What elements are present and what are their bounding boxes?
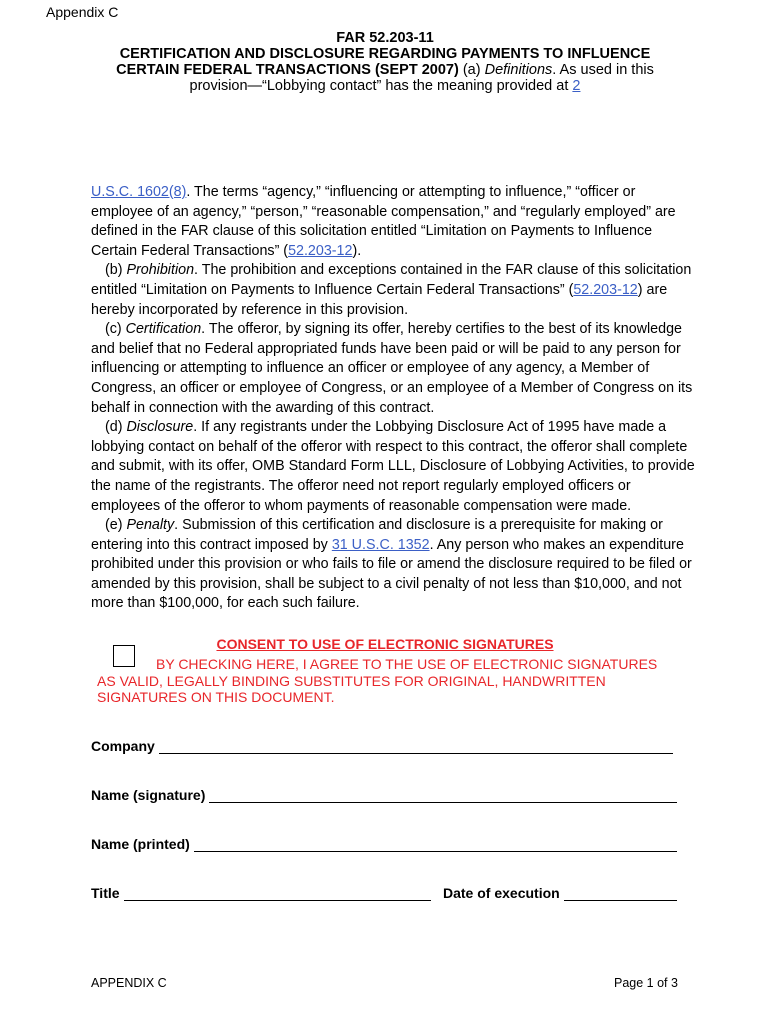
clause-title-continued — [0, 62, 770, 78]
title-label: Title — [91, 885, 120, 901]
body-line: Certain Federal Transactions” ( — [91, 242, 289, 259]
body-line: influencing or attempting to influence an officer or employee of any agency, a Member of — [91, 360, 650, 377]
section-e-title: Penalty — [126, 517, 175, 534]
section-c — [91, 320, 691, 340]
definitions-line — [0, 78, 770, 94]
provision-body — [91, 183, 695, 614]
consent-text — [97, 656, 657, 706]
body-line: prohibited under this provision or who fails to file or amend the disclosure required to be filed or — [91, 556, 692, 573]
body-line: entering into this contract imposed by — [91, 536, 328, 553]
usc-title-link[interactable]: 2 — [572, 78, 581, 94]
printed-name-label: Name (printed) — [91, 836, 190, 852]
body-line: the name of the registrants. The offeror need not report regularly employed officers or — [91, 477, 631, 494]
body-line: . The offeror, by signing its offer, hereby certifies to the best of its knowledge — [201, 321, 682, 338]
date-input[interactable] — [564, 886, 677, 901]
body-line: amended by this provision, shall be subject to a civil penalty of not less than $10,000, and not — [91, 575, 682, 592]
usc-1602-link[interactable]: U.S.C. 1602(8) — [91, 184, 187, 200]
consent-line: BY CHECKING HERE, I AGREE TO THE USE OF ELECTRONIC SIGNATURES — [156, 656, 658, 672]
date-field — [443, 885, 677, 901]
signature-input[interactable] — [209, 788, 677, 803]
section-c-label: (c) — [105, 321, 122, 338]
title-input[interactable] — [124, 886, 431, 901]
body-line: ) are — [637, 281, 668, 298]
section-e-label: (e) — [105, 517, 123, 534]
body-line: . Any person who makes an expenditure — [429, 536, 684, 553]
definitions-text: provision—“Lobbying contact” has the meaning provided at — [189, 78, 569, 94]
section-d-label: (d) — [105, 419, 123, 436]
signature-field — [91, 787, 677, 803]
consent-title: CONSENT TO USE OF ELECTRONIC SIGNATURES — [216, 636, 554, 652]
body-line: employee of an agency,” “person,” “reasonable compensation,” and “regularly employed” are — [91, 203, 676, 220]
body-line: and submit, with its offer, OMB Standard Form LLL, Disclosure of Lobbying Activities, to provide — [91, 458, 695, 475]
body-line: behalf in connection with the awarding of this contract. — [91, 399, 435, 416]
signature-label: Name (signature) — [91, 787, 206, 803]
usc-1352-link[interactable]: 31 U.S.C. 1352 — [331, 536, 430, 553]
body-line: hereby incorporated by reference in this provision. — [91, 301, 409, 318]
section-c-title: Certification — [125, 321, 202, 338]
body-line: . The prohibition and exceptions contained in the FAR clause of this solicitation — [194, 262, 692, 279]
section-e — [91, 516, 691, 536]
section-d — [91, 418, 691, 438]
consent-line: AS VALID, LEGALLY BINDING SUBSTITUTES FOR ORIGINAL, HANDWRITTEN — [97, 672, 606, 689]
date-label: Date of execution — [443, 885, 560, 901]
company-input[interactable] — [159, 739, 673, 754]
body-line: . The terms “agency,” “influencing or attempting to influence,” “officer or — [186, 184, 636, 200]
clause-title: CERTIFICATION AND DISCLOSURE REGARDING PAYMENTS TO INFLUENCE — [119, 46, 651, 62]
section-a-title: Definitions — [484, 62, 553, 78]
section-a-lead: . As used in this — [552, 62, 654, 78]
far-52-203-12-link[interactable]: 52.203-12 — [288, 242, 353, 259]
clause-title-tail: CERTAIN FEDERAL TRANSACTIONS (SEPT 2007) — [116, 62, 459, 78]
far-52-203-12-link-2[interactable]: 52.203-12 — [573, 281, 638, 298]
body-line: ). — [352, 242, 362, 259]
section-b — [91, 261, 691, 281]
body-line: employees of the offeror to whom payments of reasonable compensation were made. — [91, 497, 632, 514]
body-line: and belief that no Federal appropriated funds have been paid or will be paid to any person for — [91, 340, 681, 357]
body-line: lobbying contact on behalf of the offeror with respect to this contract, the offeror shall complete — [91, 438, 688, 455]
company-field — [91, 738, 673, 754]
body-line: more than $100,000, for each such failure. — [91, 595, 360, 612]
section-b-title: Prohibition — [126, 262, 195, 279]
section-a-label: (a) — [462, 62, 481, 78]
body-line: . If any registrants under the Lobbying Disclosure Act of 1995 have made a — [193, 419, 667, 436]
company-label: Company — [91, 738, 155, 754]
printed-name-field — [91, 836, 677, 852]
consent-line: SIGNATURES ON THIS DOCUMENT. — [97, 689, 335, 705]
header-tag: Appendix C — [46, 4, 119, 20]
body-line: . Submission of this certification and disclosure is a prerequisite for making or — [174, 517, 663, 534]
body-line: entitled “Limitation on Payments to Influence Certain Federal Transactions” ( — [91, 281, 574, 298]
title-field — [91, 885, 431, 901]
body-line: Congress, an officer or employee of Congress, or an employee of a Member of Congress on its — [91, 379, 693, 396]
section-b-label: (b) — [105, 262, 123, 279]
clause-number: FAR 52.203-11 — [336, 30, 434, 46]
body-line: defined in the FAR clause of this solicitation entitled “Limitation on Payments to Influence — [91, 223, 653, 240]
printed-name-input[interactable] — [194, 837, 677, 852]
footer-appendix: APPENDIX C — [91, 976, 167, 990]
section-d-title: Disclosure — [126, 419, 194, 436]
page-number: Page 1 of 3 — [614, 976, 678, 990]
